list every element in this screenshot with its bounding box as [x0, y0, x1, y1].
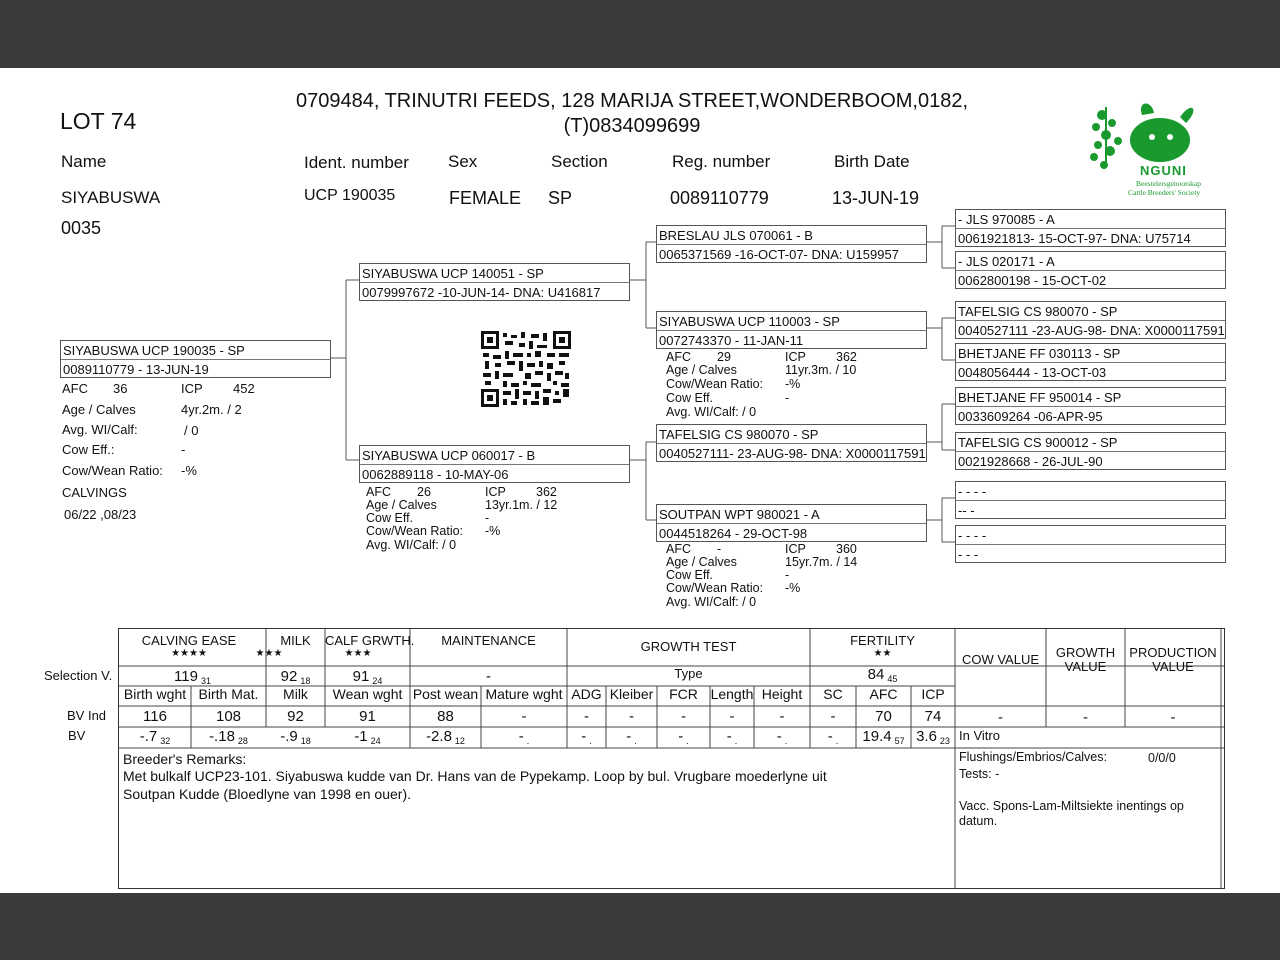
bv-value-3: -1 [354, 728, 368, 745]
g3-2-line1: - JLS 020171 - A [958, 254, 1055, 269]
sel-fertility-value: 84 [867, 666, 885, 683]
stars-milk: ★★★ [255, 648, 283, 659]
bv-acc-12: 57 [894, 736, 905, 746]
bv-value-12: 19.4 [862, 728, 892, 745]
bv-value-5: - [518, 728, 524, 745]
dam-age-label: Age / Calves [366, 498, 437, 512]
bv-ind-9: - [729, 708, 735, 725]
grp-milk: MILK [280, 633, 311, 648]
sire-line2: 0079997672 -10-JUN-14- DNA: U416817 [362, 285, 601, 300]
sd-afc-label: AFC [666, 350, 691, 364]
sd-age-label: Age / Calves [666, 363, 737, 377]
bv-acc-10: . [784, 736, 788, 746]
breeder-address-line1: 0709484, TRINUTRI FEEDS, 128 MARIJA STREET,WONDERBOOM,0182, [295, 90, 969, 112]
bv-acc-7: . [634, 736, 637, 746]
header-name: Name [61, 152, 107, 171]
pedigree-sire-box [359, 263, 630, 301]
bv-ind-1: 108 [215, 708, 242, 725]
vacc-line2: datum. [959, 814, 998, 828]
bv-acc-4: 12 [454, 736, 465, 746]
self-wi: / 0 [184, 423, 199, 438]
sel-calf-growth [325, 668, 410, 686]
self-ratio-label: Cow/Wean Ratio: [62, 463, 163, 478]
bv-acc-5: . [526, 736, 530, 746]
col-header-0: Birth wght [123, 686, 187, 702]
pedigree-g3-box-8 [955, 525, 1226, 563]
sel-milk [266, 668, 325, 686]
sel-calf-growth-value: 91 [352, 668, 370, 685]
g3-7-line2: -- - [958, 503, 975, 518]
grp-growth-value-1: GROWTH [1055, 645, 1116, 660]
dd-icp: 360 [836, 542, 857, 556]
row-label-bv-ind: BV Ind [67, 708, 107, 723]
bv-value-0: -.7 [139, 728, 158, 745]
header-sex: Sex [448, 152, 478, 171]
flushings-value: 0/0/0 [1148, 751, 1176, 765]
sel-fertility-acc: 45 [887, 674, 898, 684]
dd-eff: - [785, 568, 790, 582]
sel-maintenance: - [486, 668, 491, 685]
header-reg: Reg. number [672, 152, 771, 171]
col-header-7: Kleiber [609, 686, 654, 702]
bv-ind-8: - [681, 708, 686, 725]
dd-age: 15yr.7m. / 14 [785, 555, 858, 569]
pedigree-g3-box-4 [955, 343, 1226, 381]
sd-ratio-label: Cow/Wean Ratio: [666, 377, 764, 391]
dam-eff: - [485, 511, 490, 525]
in-vitro-label: In Vitro [959, 728, 1000, 743]
dd-eff-label: Cow Eff. [666, 568, 714, 582]
dam-afc: 26 [417, 485, 431, 499]
self-icp: 452 [233, 381, 255, 396]
self-line1: SIYABUSWA UCP 190035 - SP [63, 343, 245, 358]
dd-afc: - [717, 542, 722, 556]
pedigree-sd-box [656, 311, 927, 349]
dam-line1: SIYABUSWA UCP 060017 - B [362, 448, 536, 463]
lot-number: LOT 74 [60, 108, 137, 134]
sel-fertility [810, 666, 955, 684]
grp-growth-value-2: VALUE [1064, 659, 1107, 674]
g3-3-line1: TAFELSIG CS 980070 - SP [958, 304, 1118, 319]
bv-cell-8 [657, 728, 710, 746]
bv-ind-6: - [584, 708, 589, 725]
self-calvings-label: CALVINGS [62, 485, 127, 500]
self-age: 4yr.2m. / 2 [181, 402, 242, 417]
animal-section: SP [548, 188, 573, 208]
bv-value-6: - [581, 728, 587, 745]
bv-ind-4: 88 [437, 708, 454, 725]
sire-line1: SIYABUSWA UCP 140051 - SP [362, 266, 544, 281]
sd-icp: 362 [836, 350, 857, 364]
dd-afc-label: AFC [666, 542, 691, 556]
grp-calving-ease: CALVING EASE [141, 633, 237, 648]
pedigree-g3-box-2 [955, 251, 1226, 289]
self-eff: - [181, 442, 186, 457]
breeding-values-table [118, 628, 1225, 889]
sel-milk-value: 92 [280, 668, 298, 685]
remarks-label: Breeder's Remarks: [123, 751, 247, 767]
grp-fertility: FERTILITY [850, 633, 915, 648]
bv-acc-11: . [835, 736, 839, 746]
remarks-line2: Soutpan Kudde (Bloedlyne van 1998 en ouer). [123, 786, 411, 802]
sd-eff-label: Cow Eff. [666, 391, 714, 405]
g3-8-line2: - - - [958, 547, 979, 562]
bv-cell-3 [325, 728, 410, 746]
self-afc-label: AFC [62, 381, 88, 396]
sd-icp-label: ICP [785, 350, 806, 364]
dd-line1: SOUTPAN WPT 980021 - A [659, 507, 820, 522]
col-header-5: Mature wght [485, 686, 563, 702]
bv-ind-5: - [521, 708, 527, 725]
sd-age: 11yr.3m. / 10 [785, 363, 857, 377]
vacc-line1: Vacc. Spons-Lam-Miltsiekte inentings op [959, 799, 1184, 813]
dd-age-label: Age / Calves [666, 555, 737, 569]
self-age-label: Age / Calves [62, 402, 136, 417]
g3-7-line1: - - - - [958, 484, 987, 499]
ss-line1: BRESLAU JLS 070061 - B [659, 228, 813, 243]
ds-line1: TAFELSIG CS 980070 - SP [659, 427, 819, 442]
dd-line2: 0044518264 - 29-OCT-98 [659, 526, 808, 541]
bv-cell-13 [911, 728, 955, 746]
dd-wi: Avg. WI/Calf: / 0 [666, 595, 757, 609]
g3-4-line1: BHETJANE FF 030113 - SP [958, 346, 1121, 361]
sd-line2: 0072743370 - 11-JAN-11 [659, 333, 804, 348]
sel-calf-growth-acc: 24 [372, 676, 383, 686]
logo-subtitle-1: Beestelersgenootskap [1136, 179, 1201, 188]
g3-3-line2: 0040527111 -23-AUG-98- DNA: X0000117591 [958, 323, 1225, 338]
bv-acc-0: 32 [160, 736, 171, 746]
sel-calving-ease-acc: 31 [200, 676, 211, 686]
pedigree-g3-box-3 [955, 301, 1226, 339]
remarks-line1: Met bulkalf UCP23-101. Siyabuswa kudde van Dr. Hans van de Pypekamp. Loop by bul. Vrugbare moederlyne uit [123, 768, 827, 784]
g3-6-line1: TAFELSIG CS 900012 - SP [958, 435, 1118, 450]
g3-5-line2: 0033609264 -06-APR-95 [958, 409, 1103, 424]
bv-cell-2 [266, 728, 325, 746]
bv-value-2: -.9 [280, 728, 298, 745]
g3-1-line2: 0061921813- 15-OCT-97- DNA: U75714 [958, 231, 1191, 246]
bv-cell-1 [191, 728, 266, 746]
bv-acc-13: 23 [939, 736, 950, 746]
self-calvings: 06/22 ,08/23 [64, 507, 137, 522]
g3-5-line1: BHETJANE FF 950014 - SP [958, 390, 1122, 405]
g3-8-line1: - - - - [958, 528, 987, 543]
ds-line2: 0040527111- 23-AUG-98- DNA: X0000117591 [659, 446, 926, 461]
g3-2-line2: 0062800198 - 15-OCT-02 [958, 273, 1107, 288]
col-header-3: Wean wght [332, 686, 403, 702]
bv-acc-3: 24 [370, 736, 381, 746]
qr-code [481, 331, 571, 407]
flushings-label: Flushings/Embrios/Calves: [959, 750, 1107, 764]
dam-icp-label: ICP [485, 485, 506, 499]
bv-cell-12 [856, 728, 911, 746]
production-value-bv: - [1170, 709, 1176, 726]
bv-ind-3: 91 [359, 708, 376, 725]
bv-acc-6: . [589, 736, 592, 746]
dam-ratio: -% [485, 524, 501, 538]
dam-wi: Avg. WI/Calf: / 0 [366, 538, 457, 552]
bv-acc-1: 28 [237, 736, 248, 746]
grp-calf-growth: CALF GRWTH. [325, 633, 415, 648]
self-icp-label: ICP [181, 381, 203, 396]
bv-ind-2: 92 [287, 708, 304, 725]
bv-cell-6 [567, 728, 606, 746]
bv-cell-10 [754, 728, 810, 746]
logo-subtitle-2: Cattle Breeders' Society [1128, 188, 1201, 197]
col-header-4: Post wean [412, 686, 479, 702]
self-wi-label: Avg. WI/Calf: [62, 422, 138, 437]
pedigree-ss-box [656, 225, 927, 263]
qr-code-icon [481, 331, 571, 407]
sd-wi: Avg. WI/Calf: / 0 [666, 405, 757, 419]
bv-value-8: - [678, 728, 684, 745]
self-ratio: -% [181, 463, 197, 478]
sel-calving-ease [119, 668, 266, 686]
bv-value-10: - [776, 728, 782, 745]
animal-birth: 13-JUN-19 [832, 188, 920, 208]
logo-title: NGUNI [1140, 163, 1187, 178]
header-ident: Ident. number [304, 153, 409, 172]
pedigree-g3-box-1 [955, 209, 1226, 247]
col-header-1: Birth Mat. [198, 686, 259, 702]
col-header-2: Milk [283, 686, 308, 702]
ss-line2: 0065371569 -16-OCT-07- DNA: U159957 [659, 247, 899, 262]
sd-afc: 29 [717, 350, 731, 364]
sd-line1: SIYABUSWA UCP 110003 - SP [659, 314, 840, 329]
col-header-12: AFC [869, 686, 898, 702]
sel-type: Type [674, 666, 703, 681]
grp-production-value-1: PRODUCTION [1129, 645, 1217, 660]
bv-cell-4 [410, 728, 481, 746]
row-label-selection: Selection V. [44, 668, 113, 683]
pedigree-dd-box [656, 504, 927, 542]
growth-value-bv: - [1083, 709, 1088, 726]
bv-value-4: -2.8 [426, 728, 452, 745]
grp-maintenance: MAINTENANCE [441, 633, 536, 648]
animal-name: SIYABUSWA [61, 188, 161, 207]
dam-line2: 0062889118 - 10-MAY-06 [362, 467, 509, 482]
bv-value-9: - [726, 728, 732, 745]
bv-cell-0 [119, 728, 191, 746]
g3-4-line2: 0048056444 - 13-OCT-03 [958, 365, 1107, 380]
header-birth: Birth Date [834, 152, 910, 171]
pedigree-ds-box [656, 424, 927, 462]
sel-milk-acc: 18 [300, 676, 311, 686]
pedigree-g3-box-5 [955, 387, 1226, 425]
dam-eff-label: Cow Eff. [366, 511, 414, 525]
sd-ratio: -% [785, 377, 801, 391]
dd-ratio: -% [785, 581, 801, 595]
col-header-13: ICP [921, 686, 945, 702]
bv-acc-8: . [686, 736, 689, 746]
pedigree-self-box [60, 340, 331, 378]
row-label-bv: BV [68, 728, 86, 743]
stars-calving-ease: ★★★★ [171, 648, 207, 659]
col-header-10: Height [761, 686, 803, 702]
grp-growth-test: GROWTH TEST [640, 639, 737, 654]
col-header-11: SC [823, 686, 843, 702]
dd-ratio-label: Cow/Wean Ratio: [666, 581, 764, 595]
dd-icp-label: ICP [785, 542, 806, 556]
pedigree-g3-box-6 [955, 432, 1226, 470]
animal-name-line2: 0035 [61, 218, 102, 238]
bv-acc-9: . [734, 736, 738, 746]
sel-calving-ease-value: 119 [174, 668, 198, 685]
bv-cell-5 [481, 728, 567, 746]
breeder-address-line2: (T)0834099699 [563, 115, 701, 137]
bv-ind-10: - [779, 708, 785, 725]
dam-afc-label: AFC [366, 485, 391, 499]
g3-1-line1: - JLS 970085 - A [958, 212, 1055, 227]
bv-cell-9 [710, 728, 754, 746]
cow-value-bv: - [998, 709, 1003, 726]
dam-ratio-label: Cow/Wean Ratio: [366, 524, 464, 538]
bv-ind-7: - [629, 708, 634, 725]
grp-production-value-2: VALUE [1152, 659, 1194, 674]
bv-ind-12: 70 [875, 708, 892, 725]
tests: Tests: - [959, 767, 1000, 781]
bv-value-7: - [626, 728, 632, 745]
self-line2: 0089110779 - 13-JUN-19 [63, 362, 209, 377]
stars-fertility: ★★ [873, 648, 892, 659]
stars-calf-growth: ★★★ [344, 648, 372, 659]
bv-ind-11: - [830, 708, 836, 725]
bv-cell-11 [810, 728, 856, 746]
pedigree-dam-box [359, 445, 630, 483]
bv-cell-7 [606, 728, 657, 746]
header-section: Section [551, 152, 608, 171]
grp-cow-value: COW VALUE [961, 652, 1040, 667]
animal-sex: FEMALE [449, 188, 522, 208]
bv-ind-0: 116 [143, 708, 167, 725]
g3-6-line2: 0021928668 - 26-JUL-90 [958, 454, 1103, 469]
col-header-8: FCR [669, 686, 698, 702]
sd-eff: - [785, 391, 790, 405]
animal-reg: 0089110779 [670, 188, 769, 208]
animal-ident: UCP 190035 [304, 187, 396, 204]
bv-acc-2: 18 [300, 736, 311, 746]
bv-value-1: -.18 [209, 728, 235, 745]
col-header-6: ADG [571, 686, 602, 702]
bv-value-11: - [827, 728, 833, 745]
self-eff-label: Cow Eff.: [62, 442, 115, 457]
bv-ind-13: 74 [924, 708, 942, 725]
pedigree-g3-box-7 [955, 481, 1226, 519]
dam-age: 13yr.1m. / 12 [485, 498, 558, 512]
dam-icp: 362 [536, 485, 557, 499]
col-header-9: Length [710, 686, 754, 702]
bv-value-13: 3.6 [916, 728, 937, 745]
self-afc: 36 [113, 381, 128, 396]
